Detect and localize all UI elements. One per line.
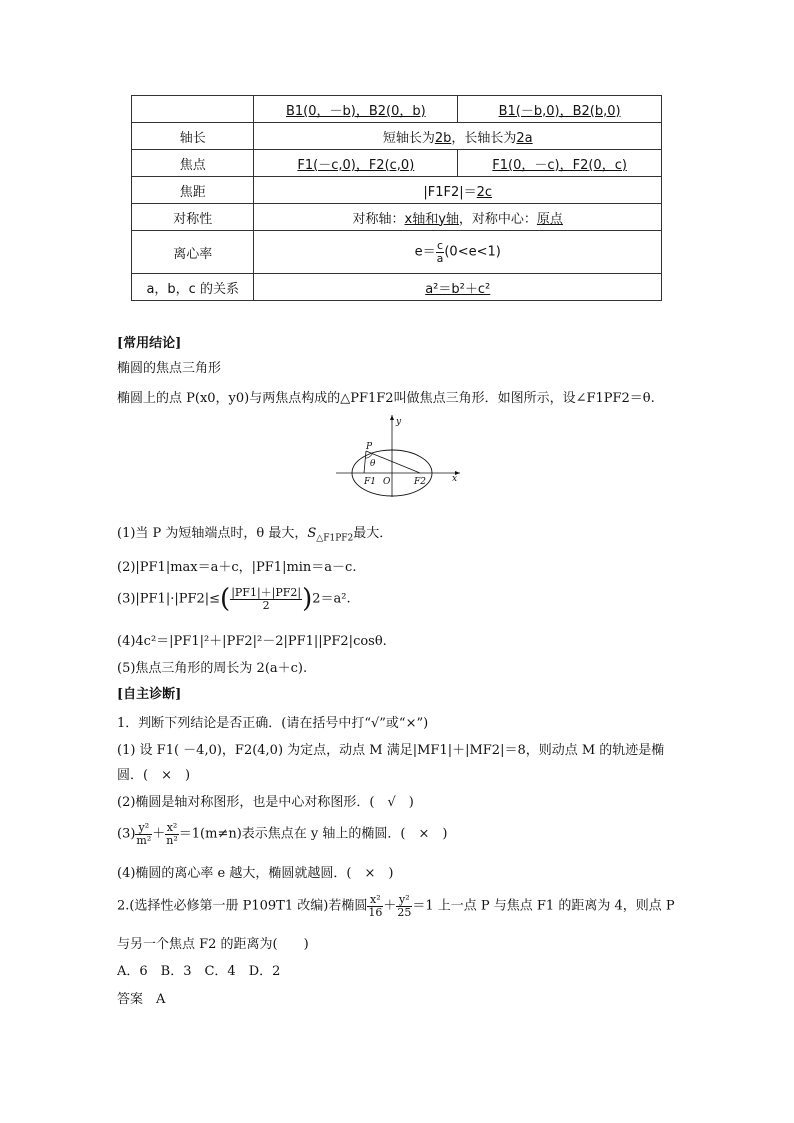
axis-length-label: 轴长: [132, 123, 254, 150]
label-theta: θ: [370, 459, 376, 469]
fraction: [165, 822, 179, 846]
eccentricity-label: 离心率: [132, 231, 254, 274]
conclusion-3: [117, 586, 351, 612]
fraction: [396, 894, 412, 918]
table-cell: [458, 96, 662, 123]
label-p: P: [366, 442, 373, 452]
ellipse-properties-table: [131, 95, 662, 301]
label-y: y: [396, 417, 402, 427]
fraction-num: c: [436, 238, 444, 252]
vertices-a: B1(0，－b)，B2(0，b): [285, 103, 426, 119]
segment-pf1: [364, 451, 366, 473]
table-row: [132, 177, 662, 204]
cell-text: |F1F2|＝: [423, 184, 477, 200]
paren: (: [220, 584, 231, 614]
cell-text: ，对称中心：: [458, 211, 537, 227]
fraction: [367, 894, 383, 918]
table-cell: [254, 274, 662, 301]
table-row: [132, 123, 662, 150]
subtitle: 椭圆的焦点三角形: [117, 361, 222, 376]
table-cell: [254, 150, 458, 177]
cell-value: 2c: [476, 184, 493, 200]
text: (3)|PF1|·|PF2|≤: [117, 591, 221, 607]
table-cell: [254, 96, 458, 123]
cell-text: ，长轴长为: [451, 130, 517, 146]
cell-value: 原点: [536, 211, 563, 227]
conclusion-4: (4)4c²＝|PF1|²＋|PF2|²－2|PF1||PF2|cosθ.: [117, 634, 387, 649]
fraction-den: n²: [166, 833, 178, 847]
table-cell: [254, 123, 662, 150]
cell-text: e＝: [414, 244, 436, 260]
label-o: O: [383, 477, 391, 487]
label-f1: F1: [364, 477, 376, 487]
question-1-4: (4)椭圆的离心率 e 越大，椭圆就越圆．( × ): [117, 866, 394, 881]
cell-text: (0<e<1): [444, 244, 501, 260]
paren: ): [302, 584, 313, 614]
y-axis-arrow: [390, 415, 394, 420]
fraction-den: 16: [368, 905, 383, 919]
label-x: x: [452, 474, 458, 484]
question-1-1: (1) 设 F1( －4,0)，F2(4,0) 为定点，动点 M 满足|MF1|＋|MF2|＝8，则动点 M 的轨迹是椭: [117, 743, 665, 758]
text: S: [307, 526, 317, 541]
table-row: [132, 204, 662, 231]
table-cell: [254, 204, 662, 231]
relation-label: a，b，c 的关系: [132, 274, 254, 301]
text: 最大．: [353, 526, 393, 541]
fraction-num: |PF1|＋|PF2|: [231, 585, 302, 599]
text: ＝1 上一点 P 与焦点 F1 的距离为 4，则点 P: [412, 898, 675, 914]
question-2: [117, 894, 675, 918]
table-cell: [458, 150, 662, 177]
conclusion-1: [117, 522, 392, 544]
section-heading-conclusions: [常用结论]: [117, 336, 182, 351]
cell-value: 2b: [434, 130, 452, 146]
cell-value: 2a: [516, 130, 533, 146]
label-f2: F2: [414, 477, 426, 487]
foci-label: 焦点: [132, 150, 254, 177]
fraction-num: y²: [135, 822, 152, 835]
focal-distance-label: 焦距: [132, 177, 254, 204]
table-row: [132, 96, 662, 123]
question-1-2: (2)椭圆是轴对称图形，也是中心对称图形．( √ ): [117, 795, 414, 810]
table-cell: [132, 96, 254, 123]
question-2-cont: 与另一个焦点 F2 的距离为( ): [117, 937, 309, 952]
table-row: [132, 274, 662, 301]
text: (3): [117, 826, 136, 842]
answer: 答案 A: [117, 992, 166, 1007]
conclusion-2: (2)|PF1|max＝a＋c，|PF1|min＝a－c.: [117, 560, 357, 575]
question-2-options: A．6 B．3 C．4 D．2: [117, 964, 281, 979]
cell-value: x轴和y轴: [404, 211, 459, 227]
table-row: [132, 231, 662, 274]
text: (1)当 P 为短轴端点时，θ 最大，: [117, 526, 308, 541]
question-1-3: [117, 822, 447, 846]
vertices-b: B1(－b,0)，B2(b,0): [498, 103, 621, 119]
text: 2＝a².: [312, 591, 351, 607]
foci-a: F1(－c,0)，F2(c,0): [297, 157, 415, 173]
fraction-num: y²: [396, 894, 412, 907]
ellipse-figure: [336, 411, 460, 497]
text: ＋: [383, 898, 397, 914]
symmetry-label: 对称性: [132, 204, 254, 231]
text: 2.(选择性必修第一册 P109T1 改编)若椭圆: [117, 898, 368, 914]
fraction-den: 2: [262, 598, 270, 612]
fraction: [230, 587, 302, 611]
section-heading-diagnosis: [自主诊断]: [117, 687, 182, 702]
fraction: [135, 822, 152, 846]
cell-text: 对称轴：: [352, 211, 405, 227]
table-cell: [254, 231, 662, 274]
fraction-num: x²: [367, 894, 383, 907]
text: ＝1(m≠n)表示焦点在 y 轴上的椭圆．( × ): [178, 826, 448, 842]
question-1-1-cont: 圆．( × ): [117, 768, 191, 783]
subscript: △F1PF2: [316, 533, 354, 544]
intro-text: 椭圆上的点 P(x0，y0)与两焦点构成的△PF1F2叫做焦点三角形．如图所示，设∠F1PF2＝θ.: [117, 391, 655, 406]
fraction-den: a: [436, 251, 444, 265]
table-cell: [254, 177, 662, 204]
cell-text: 短轴长为: [382, 130, 435, 146]
fraction-den: m²: [136, 833, 152, 847]
relation-value: a²＝b²＋c²: [425, 281, 491, 297]
table-row: [132, 150, 662, 177]
fraction-den: 25: [397, 905, 412, 919]
foci-b: F1(0，－c)，F2(0，c): [492, 157, 627, 173]
question-1-title: 1．判断下列结论是否正确．(请在括号中打“√”或“×”): [117, 716, 429, 731]
conclusion-5: (5)焦点三角形的周长为 2(a＋c).: [117, 661, 308, 676]
fraction-num: x²: [166, 821, 178, 834]
text: ＋: [152, 826, 166, 842]
